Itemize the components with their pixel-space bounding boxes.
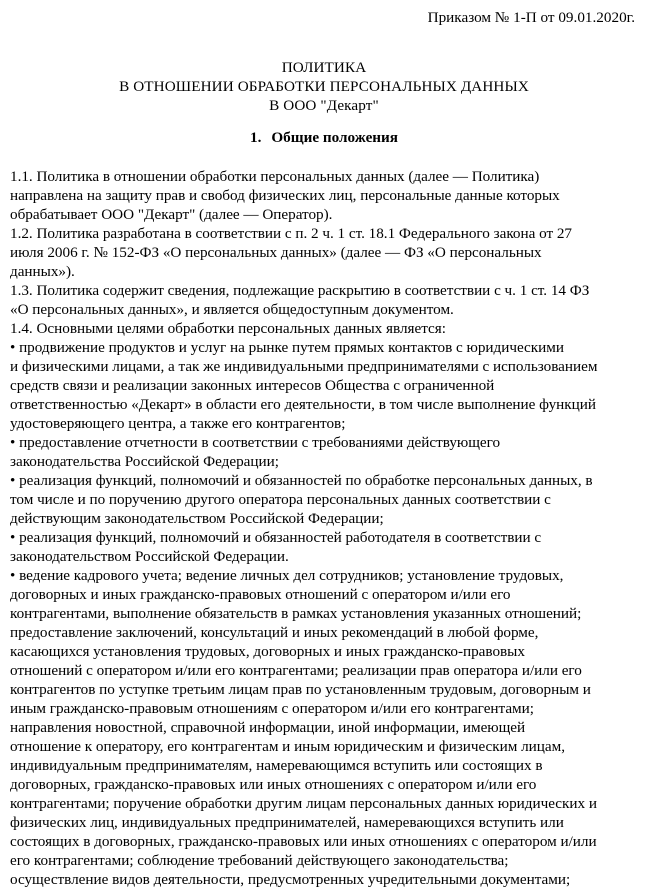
document-body-line: направлена на защиту прав и свобод физических лиц, персональные данные которых <box>10 187 560 204</box>
document-title-line-2: В ОТНОШЕНИИ ОБРАБОТКИ ПЕРСОНАЛЬНЫХ ДАННЫХ <box>119 78 529 95</box>
document-body-line: • реализация функций, полномочий и обязанностей по обработке персональных данных, в <box>10 472 593 489</box>
document-body-line: 1.3. Политика содержит сведения, подлежащие раскрытию в соответствии с ч. 1 ст. 14 ФЗ <box>10 282 590 299</box>
document-body-line: отношение к оператору, его контрагентам и иным юридическим и физическим лицам, <box>10 738 565 755</box>
document-body-line: 1.4. Основными целями обработки персональных данных является: <box>10 320 446 337</box>
document-body-line: контрагентами; поручение обработки другим лицам персональных данных юридических и <box>10 795 597 812</box>
section-heading-number: 1. <box>249 129 262 146</box>
document-body-line: договорных и иных гражданско-правовых отношений с оператором и/или его <box>10 586 511 603</box>
document-body-line: отношений с оператором и/или его контрагентами; реализации прав оператора и/или его <box>10 662 582 679</box>
document-body-line: том числе и по поручению другого оператора персональных данных соответствии с <box>10 491 551 508</box>
document-body-line: индивидуальным предпринимателям, намеревающимся вступить или состоящих в <box>10 757 543 774</box>
document-body-line: и физическими лицами, а так же индивидуальными предпринимателями с использованием <box>10 358 598 375</box>
document-body-line: средств связи и реализации законных интересов Общества с ограниченной <box>10 377 495 394</box>
document-body-line: удостоверяющего центра, а также его контрагентов; <box>10 415 346 432</box>
document-header-note: Приказом № 1-П от 09.01.2020г. <box>427 9 635 26</box>
document-body-line: июля 2006 г. № 152-ФЗ «О персональных данных» (далее — ФЗ «О персональных <box>10 244 542 261</box>
document-body-line: договорных, гражданско-правовых или иных отношениях с оператором и/или его <box>10 776 537 793</box>
document-title-block <box>0 58 648 115</box>
document-body-line: физических лиц, индивидуальных предпринимателей, намеревающихся вступить или <box>10 814 564 831</box>
document-body-line: • предоставление отчетности в соответствии с требованиями действующего <box>10 434 501 451</box>
document-body-line: контрагентов по уступке третьим лицам прав по установленным трудовым, договорным и <box>10 681 591 698</box>
document-body-line: обрабатывает ООО "Декарт" (далее — Оператор). <box>10 206 333 223</box>
document-body-line: • реализация функций, полномочий и обязанностей работодателя в соответствии с <box>10 529 542 546</box>
section-heading <box>0 128 648 147</box>
document-body-line: касающихся установления трудовых, договорных и иных гражданско-правовых <box>10 643 525 660</box>
document-body-line: 1.2. Политика разработана в соответствии с п. 2 ч. 1 ст. 18.1 Федерального закона от 27 <box>10 225 572 242</box>
document-title-line-1: ПОЛИТИКА <box>281 59 367 76</box>
document-body-line: предоставление заключений, консультаций и иных рекомендаций в любой форме, <box>10 624 539 641</box>
document-body-line: 1.1. Политика в отношении обработки персональных данных (далее — Политика) <box>10 168 540 185</box>
document-title-line-3: В ООО "Декарт" <box>269 97 379 114</box>
document-body-line: действующим законодательством Российской Федерации; <box>10 510 384 527</box>
document-body-line: законодательства Российской Федерации; <box>10 453 279 470</box>
document-body-line: • продвижение продуктов и услуг на рынке путем прямых контактов с юридическими <box>10 339 564 356</box>
document-body-line: законодательством Российской Федерации. <box>10 548 289 565</box>
document-body-line: • ведение кадрового учета; ведение личных дел сотрудников; установление трудовых, <box>10 567 564 584</box>
document-body-line: направления новостной, справочной информации, иной информации, имеющей <box>10 719 526 736</box>
document-body-line: «О персональных данных», и является общедоступным документом. <box>10 301 454 318</box>
document-body-line: его контрагентами; соблюдение требований действующего законодательства; <box>10 852 509 869</box>
document-body-line: данных»). <box>10 263 75 280</box>
document-body-line: осуществление видов деятельности, предусмотренных учредительными документами; <box>10 871 571 888</box>
document-body <box>10 167 640 889</box>
document-body-line: ответственностью «Декарт» в области его деятельности, в том числе выполнение функций <box>10 396 596 413</box>
section-heading-label: Общие положения <box>271 129 399 146</box>
document-body-line: контрагентами, выполнение обязательств в рамках установления указанных отношений; <box>10 605 582 622</box>
document-body-line: иным гражданско-правовым отношениям с оператором и/или его контрагентами; <box>10 700 534 717</box>
document-body-line: состоящих в договорных, гражданско-правовых или иных отношениях с оператором и/или <box>10 833 597 850</box>
